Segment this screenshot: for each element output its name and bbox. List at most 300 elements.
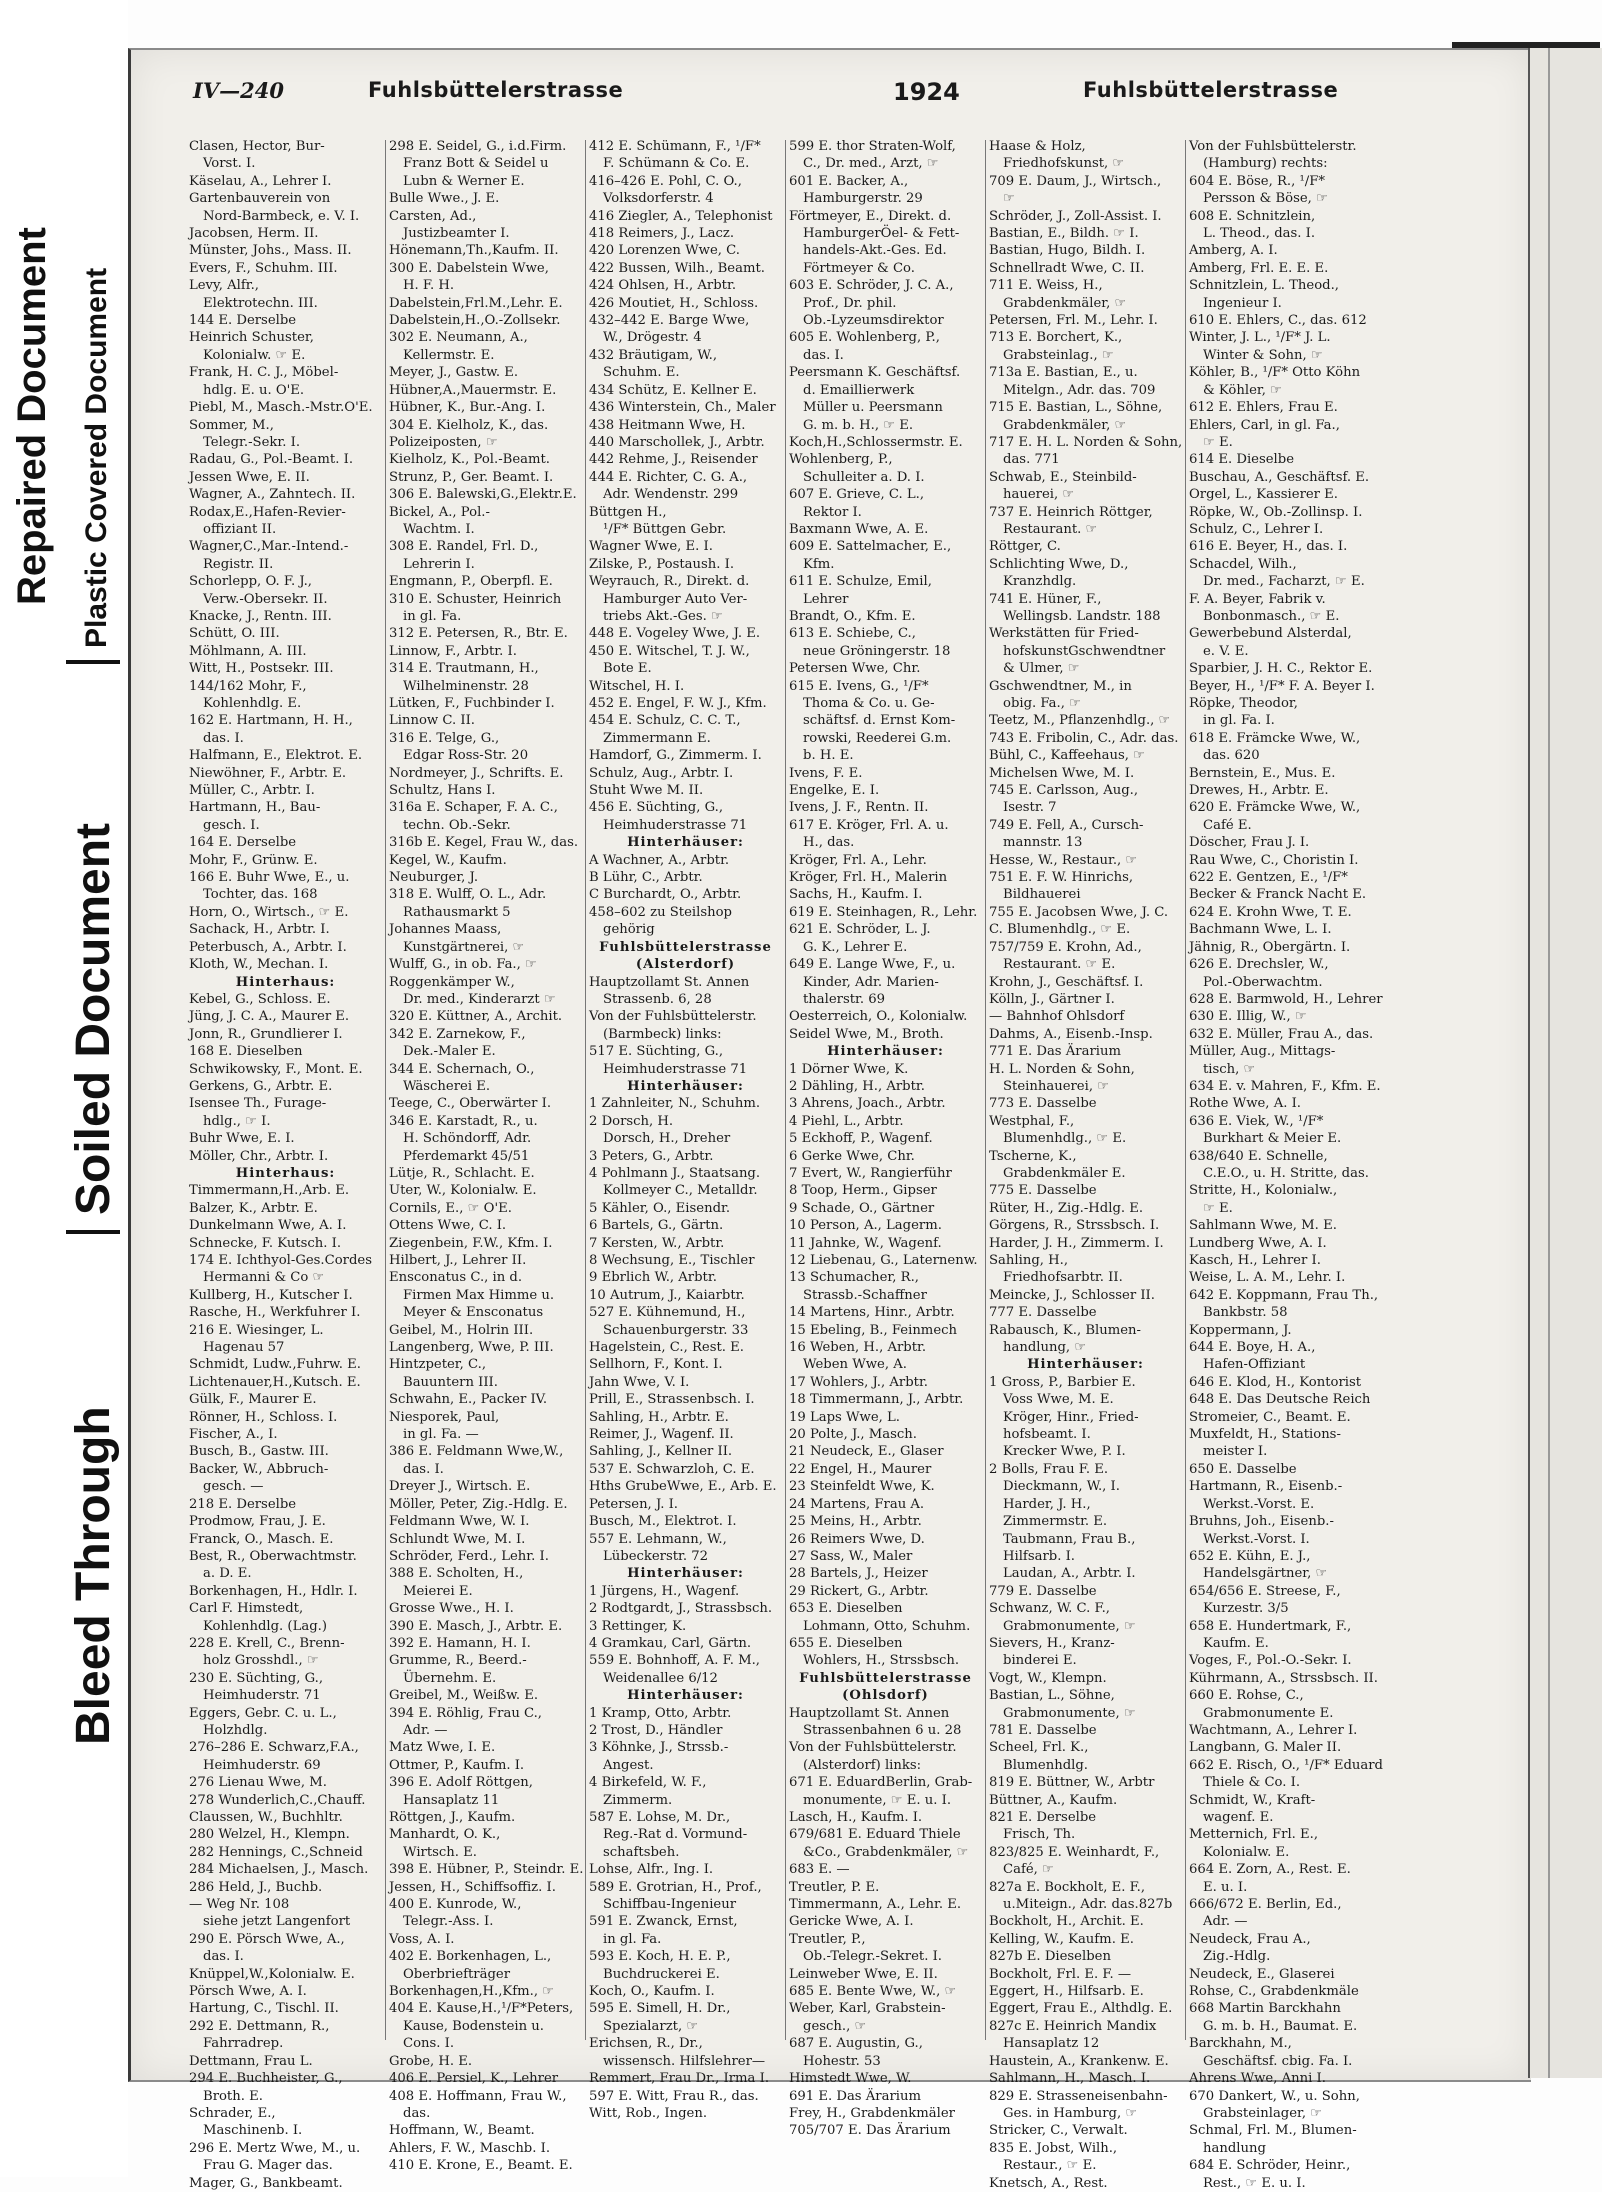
directory-entry: 781 E. Dasselbe [989, 1722, 1097, 1738]
directory-entry: Levy, Alfr., [189, 278, 259, 294]
directory-entry: wagenf. E. [1203, 1810, 1274, 1825]
directory-entry: Hoffmann, W., Beamt. [389, 2123, 535, 2139]
directory-entry: d. Emaillierwerk [803, 382, 915, 398]
directory-entry: Müller u. Peersmann [803, 400, 943, 416]
directory-entry: 438 Heitmann Wwe, H. [589, 417, 746, 433]
directory-entry: Westphal, F., [989, 1113, 1075, 1129]
directory-entry: u.Miteign., Adr. das.827b [1003, 1897, 1173, 1913]
directory-entry: Kollmeyer C., Metalldr. [603, 1183, 758, 1199]
directory-entry: Grabmonumente, ☞ [1003, 1618, 1136, 1634]
directory-entry: Weben Wwe, A. [803, 1357, 907, 1373]
directory-column-2 [389, 138, 584, 2174]
directory-entry: 388 E. Scholten, H., [389, 1566, 524, 1582]
directory-entry: Dunkelmann Wwe, A. I. [189, 1218, 347, 1234]
directory-column-1 [189, 138, 382, 2191]
directory-entry: Heimhuderstr. 69 [203, 1757, 321, 1773]
directory-entry: Jähnig, R., Obergärtn. I. [1189, 939, 1351, 955]
directory-entry: Lehrer [803, 591, 849, 607]
directory-entry: Justizbeamter I. [403, 226, 510, 242]
directory-entry: 666/672 E. Berlin, Ed., [1189, 1897, 1342, 1913]
directory-entry: Scheel, Frl. K., [989, 1740, 1089, 1756]
directory-entry: 278 Wunderlich,C.,Chauff. [189, 1792, 366, 1808]
directory-entry: Friedhofskunst, ☞ [1003, 156, 1125, 172]
directory-entry: Kloth, W., Mechan. I. [189, 957, 329, 973]
directory-entry: das. I. [203, 730, 244, 746]
directory-entry: 827a E. Bockholt, E. F., [989, 1879, 1146, 1895]
directory-entry: Dek.-Maler E. [403, 1044, 496, 1060]
directory-entry: Engelke, E. I. [789, 783, 880, 799]
directory-entry: neue Gröningerstr. 18 [803, 643, 951, 659]
directory-entry: 589 E. Grotrian, H., Prof., [589, 1879, 762, 1895]
directory-entry: 440 Marschollek, J., Arbtr. [589, 434, 765, 450]
directory-entry: Peterbusch, A., Arbtr. I. [189, 939, 347, 955]
directory-entry: 312 E. Petersen, R., Btr. E. [389, 626, 568, 642]
directory-entry: Ob.-Telegr.-Sekret. I. [803, 1949, 942, 1965]
directory-entry: 608 E. Schnitzlein, [1189, 208, 1316, 224]
directory-entry: Grabsteinlager, ☞ [1203, 2105, 1323, 2121]
directory-entry: Wulff, G., in ob. Fa., ☞ [389, 957, 537, 973]
directory-entry: Ingenieur I. [1203, 295, 1282, 311]
directory-entry: 743 E. Fribolin, C., Adr. das. [989, 730, 1179, 746]
directory-entry: Erichsen, R., Dr., [589, 2036, 703, 2052]
directory-entry: Angest. [603, 1757, 654, 1773]
directory-entry: Manhardt, O. K., [389, 1827, 501, 1843]
directory-entry: W., Drögestr. 4 [603, 330, 702, 346]
directory-entry: Dieckmann, W., I. [1003, 1479, 1120, 1495]
directory-entry: Hesse, W., Restaur., ☞ [989, 852, 1138, 868]
directory-entry: Hintzpeter, C., [389, 1357, 487, 1373]
directory-entry: Petersen, Frl. M., Lehr. I. [989, 313, 1158, 329]
directory-entry: Jessen, H., Schiffsoffiz. I. [389, 1879, 556, 1895]
directory-entry: Dorsch, H., Dreher [603, 1131, 731, 1147]
directory-entry: 402 E. Borkenhagen, L., [389, 1949, 552, 1965]
directory-entry: 595 E. Simell, H. Dr., [589, 2001, 731, 2017]
directory-entry: Schröder, Ferd., Lehr. I. [389, 1548, 549, 1564]
directory-entry: 737 E. Heinrich Röttger, [989, 504, 1153, 520]
directory-entry: (Barmbeck) links: [603, 1026, 722, 1042]
directory-entry: Restaurant. ☞ E. [1003, 957, 1116, 973]
directory-entry: Langenberg, Wwe, P. III. [389, 1340, 554, 1356]
directory-entry: Stritte, H., Kolonialw., [1189, 1183, 1338, 1199]
directory-entry: Dahms, A., Eisenb.-Insp. [989, 1026, 1153, 1042]
directory-entry: Eggert, Frau E., Althdlg. E. [989, 2001, 1173, 2017]
directory-entry: 626 E. Drechsler, W., [1189, 957, 1329, 973]
directory-entry: Strunz, P., Ger. Beamt. I. [389, 469, 554, 485]
facing-page-edge [1528, 48, 1602, 2078]
directory-entry: Wohlers, H., Strssbsch. [803, 1653, 960, 1669]
directory-entry: Möller, Chr., Arbtr. I. [189, 1148, 329, 1164]
directory-entry: Telegr.-Ass. I. [403, 1914, 494, 1930]
directory-entry: 823/825 E. Weinhardt, F., [989, 1844, 1160, 1860]
directory-entry: 400 E. Kunrode, W., [389, 1897, 522, 1913]
directory-entry: Wagner, A., Zahntech. II. [189, 487, 356, 503]
directory-entry: Gericke Wwe, A. I. [789, 1914, 914, 1930]
directory-entry: 8 Toop, Herm., Gipser [789, 1183, 937, 1199]
directory-entry: Johannes Maass, [389, 922, 502, 938]
directory-entry: 757/759 E. Krohn, Ad., [989, 939, 1142, 955]
directory-entry: 298 E. Seidel, G., i.d.Firm. [389, 139, 567, 154]
directory-entry: 290 E. Pörsch Wwe, A., [189, 1931, 345, 1947]
directory-entry: Witschel, H. I. [589, 678, 685, 694]
directory-entry: Frank, H. C. J., Möbel- [189, 365, 339, 381]
directory-entry: Sahlmann, H., Masch. I. [989, 2071, 1151, 2087]
directory-entry: 779 E. Dasselbe [989, 1583, 1097, 1599]
directory-entry: 420 Lorenzen Wwe, C. [589, 243, 740, 259]
directory-entry: 5 Kähler, O., Eisendr. [589, 1200, 731, 1216]
directory-entry: Röttger, C. [989, 539, 1061, 555]
directory-entry: Prof., Dr. phil. [803, 295, 897, 311]
directory-entry: Linnow, F., Arbtr. I. [389, 643, 517, 659]
directory-entry: Treutler, P., [789, 1931, 866, 1947]
directory-entry: Schauenburgerstr. 33 [603, 1322, 749, 1338]
directory-entry: G. m. b. H., Baumat. E. [1203, 2018, 1358, 2034]
directory-entry: Sellhorn, F., Kont. I. [589, 1357, 723, 1373]
directory-entry: Eggert, H., Hilfsarb. E. [989, 1984, 1144, 2000]
directory-entry: siehe jetzt Langenfort [203, 1914, 351, 1930]
directory-entry: Kurzestr. 3/5 [1203, 1601, 1289, 1617]
directory-entry: Blumenhdlg. [1003, 1757, 1088, 1773]
directory-entry: 166 E. Buhr Wwe, E., u. [189, 870, 350, 886]
directory-entry: 20 Polte, J., Masch. [789, 1427, 917, 1443]
directory-entry: 4 Birkefeld, W. F., [589, 1775, 707, 1791]
directory-entry: 14 Martens, Hinr., Arbtr. [789, 1305, 955, 1321]
directory-entry: 604 E. Böse, R., ¹/F* [1189, 173, 1325, 189]
label-separator [66, 660, 120, 664]
directory-entry: 559 E. Bohnhoff, A. F. M., [589, 1653, 760, 1669]
directory-entry: Carl F. Himstedt, [189, 1601, 304, 1617]
directory-entry: Remmert, Frau Dr., Irma I. [589, 2071, 770, 2087]
directory-entry: Kohlenhdlg. E. [203, 696, 302, 711]
directory-entry: Sahling, H., Arbtr. E. [589, 1409, 729, 1425]
directory-entry: Kelling, W., Kaufm. E. [989, 1931, 1134, 1947]
directory-entry: Von der Fuhlsbüttelerstr. [1189, 139, 1357, 154]
directory-entry: 687 E. Augustin, G., [789, 2036, 923, 2052]
directory-entry: 717 E. H. L. Norden & Sohn, [989, 434, 1183, 450]
directory-entry: tisch, ☞ [1203, 1061, 1256, 1077]
directory-entry: Prill, E., Strassenbsch. I. [589, 1392, 755, 1408]
directory-entry: 624 E. Krohn Wwe, T. E. [1189, 904, 1352, 920]
directory-entry: 685 E. Bente Wwe, W., ☞ [789, 1984, 957, 2000]
directory-entry: Telegr.-Sekr. I. [203, 434, 301, 450]
directory-entry: 2 Rodtgardt, J., Strassbsch. [589, 1601, 773, 1617]
directory-entry: Lütje, R., Schlacht. E. [389, 1165, 535, 1181]
directory-entry: ☞ E. [1203, 434, 1233, 450]
directory-entry: 650 E. Dasselbe [1189, 1461, 1297, 1477]
directory-entry: 9 Schade, O., Gärtner [789, 1200, 935, 1216]
directory-entry: Dreyer J., Wirtsch. E. [389, 1479, 531, 1495]
directory-entry: 749 E. Fell, A., Cursch- [989, 817, 1144, 833]
directory-entry: 442 Rehme, J., Reisender [589, 452, 758, 468]
directory-entry: Witt, H., Postsekr. III. [189, 661, 334, 677]
directory-entry: Mager, G., Bankbeamt. [189, 2175, 343, 2191]
directory-entry: Rest., ☞ E. u. I. [1203, 2175, 1306, 2191]
directory-entry: Grabdenkmäler E. [1003, 1165, 1126, 1181]
directory-entry: Rathausmarkt 5 [403, 904, 511, 920]
directory-entry: 642 E. Koppmann, Frau Th., [1189, 1287, 1379, 1303]
directory-entry: Oesterreich, O., Kolonialw. [789, 1009, 968, 1025]
directory-entry: hauerei, ☞ [1003, 487, 1075, 503]
directory-entry: Zimmermstr. E. [1003, 1514, 1108, 1530]
directory-entry: 284 Michaelsen, J., Masch. [189, 1862, 369, 1878]
directory-entry: H. F. H. [403, 278, 455, 294]
directory-entry: 654/656 E. Streese, F., [1189, 1583, 1341, 1599]
directory-entry: 398 E. Hübner, P., Steindr. E. [389, 1862, 584, 1878]
directory-entry: 424 Ohlsen, H., Arbtr. [589, 278, 737, 294]
directory-entry: 1 Zahnleiter, N., Schuhm. [589, 1096, 761, 1112]
directory-entry: F. A. Beyer, Fabrik v. [1189, 591, 1326, 607]
directory-entry: rowski, Reederei G.m. [803, 730, 952, 746]
directory-entry: Kolonialw. E. [1203, 1844, 1290, 1860]
directory-entry: Hübner, K., Bur.-Ang. I. [389, 400, 546, 416]
directory-entry: Vorst. I. [203, 156, 256, 172]
directory-entry: Handelsgärtner, ☞ [1203, 1566, 1328, 1582]
directory-entry: ☞ E. [1203, 1200, 1233, 1216]
directory-entry: Ziegenbein, F.W., Kfm. I. [389, 1235, 553, 1251]
directory-entry: Clasen, Hector, Bur- [189, 139, 325, 154]
directory-entry: Bauuntern III. [403, 1374, 498, 1390]
directory-entry: Feldmann Wwe, W. I. [389, 1514, 530, 1530]
directory-entry: 609 E. Sattelmacher, E., [789, 539, 952, 555]
directory-entry: Franck, O., Masch. E. [189, 1531, 334, 1547]
directory-entry: 434 Schütz, E. Kellner E. [589, 382, 757, 398]
directory-entry: Wagner Wwe, E. I. [589, 539, 713, 555]
directory-entry: 458–602 zu Steilshop [589, 904, 732, 920]
directory-entry: Gschwendtner, M., in [989, 678, 1132, 694]
directory-entry: HamburgerÖel- & Fett- [803, 226, 960, 242]
directory-entry: Restaur., ☞ E. [1003, 2158, 1097, 2174]
directory-entry: Treutler, P. E. [789, 1879, 880, 1895]
directory-entry: Timmermann,H.,Arb. E. [189, 1183, 350, 1199]
directory-entry: 292 E. Dettmann, R., [189, 2018, 330, 2034]
directory-entry: 745 E. Carlsson, Aug., [989, 783, 1139, 799]
directory-entry: Hilfsarb. I. [1003, 1548, 1075, 1564]
directory-entry: 394 E. Röhlig, Frau C., [389, 1705, 543, 1721]
directory-entry: Wäscherei E. [403, 1078, 491, 1094]
directory-entry: Witt, Rob., Ingen. [589, 2105, 708, 2121]
directory-entry: C Burchardt, O., Arbtr. [589, 887, 742, 903]
directory-entry: 15 Ebeling, B., Feinmech [789, 1322, 957, 1338]
directory-entry: 306 E. Balewski,G.,Elektr.E. [389, 487, 577, 503]
directory-entry: 422 Bussen, Wilh., Beamt. [589, 260, 765, 276]
directory-entry: in gl. Fa. [403, 608, 462, 624]
directory-entry: Harder, J. H., Zimmerm. I. [989, 1235, 1164, 1251]
directory-entry: Werkstätten für Fried- [989, 626, 1139, 642]
directory-entry: thalerstr. 69 [803, 991, 886, 1007]
directory-entry: 622 E. Gentzen, E., ¹/F* [1189, 870, 1348, 886]
directory-entry: 276 Lienau Wwe, M. [189, 1775, 327, 1791]
directory-entry: Bonbonmasch., ☞ E. [1203, 608, 1340, 624]
directory-entry: Ahlers, F. W., Maschb. I. [389, 2140, 551, 2156]
directory-entry: Café E. [1203, 817, 1252, 833]
directory-entry: in gl. Fa. — [403, 1427, 479, 1443]
directory-entry: Strassenb. 6, 28 [603, 991, 712, 1007]
directory-entry: Käselau, A., Lehrer I. [189, 173, 332, 189]
directory-entry: hdlg., ☞ I. [203, 1113, 271, 1129]
directory-entry: Gartenbauverein von [189, 191, 331, 207]
directory-entry: Drewes, H., Arbtr. E. [1189, 783, 1329, 799]
directory-entry: Heimhuderstr. 71 [203, 1688, 321, 1704]
directory-entry: 416 Ziegler, A., Telephonist [589, 208, 773, 224]
directory-entry: Hohestr. 53 [803, 2053, 881, 2069]
directory-entry: Kaufm. E. [1203, 1635, 1269, 1651]
directory-entry: Voss Wwe, M. E. [1003, 1392, 1114, 1408]
directory-entry: handels-Akt.-Ges. Ed. [803, 243, 947, 259]
directory-entry: 320 E. Küttner, A., Archit. [389, 1009, 563, 1025]
directory-entry: Heinrich Schuster, [189, 330, 314, 346]
directory-entry: Borkenhagen,H.,Kfm., ☞ [389, 1984, 555, 2000]
directory-entry: (Alsterdorf) links: [803, 1757, 922, 1773]
directory-entry: Franz Bott & Seidel u [403, 156, 549, 172]
directory-entry: Krohn, J., Geschäftsf. I. [989, 974, 1144, 990]
directory-entry: Koch, O., Kaufm. I. [589, 1984, 715, 2000]
directory-entry: Michelsen Wwe, M. I. [989, 765, 1135, 781]
directory-entry: Becker & Franck Nacht E. [1189, 887, 1367, 903]
directory-entry: Hafen-Offiziant [1203, 1357, 1306, 1373]
directory-entry: Borkenhagen, H., Hdlr. I. [189, 1583, 358, 1599]
directory-entry: 26 Reimers Wwe, D. [789, 1531, 925, 1547]
directory-entry: 668 Martin Barckhahn [1189, 2001, 1341, 2017]
directory-entry: Schwab, E., Steinbild- [989, 469, 1137, 485]
directory-entry: Wellingsb. Landstr. 188 [1003, 608, 1161, 624]
directory-entry: in gl. Fa. [603, 1931, 662, 1947]
directory-entry: Jonn, R., Grundlierer I. [189, 1026, 343, 1042]
label-separator [66, 1230, 120, 1234]
directory-entry: G. m. b. H., ☞ E. [803, 417, 914, 433]
directory-entry: Sievers, H., Kranz- [989, 1635, 1115, 1651]
directory-entry: Grobe, H. E. [389, 2053, 473, 2069]
directory-entry: 829 E. Strasseneisenbahn- [989, 2088, 1168, 2104]
directory-entry: Lütken, F., Fuchbinder I. [389, 696, 555, 711]
directory-entry: 3 Ahrens, Joach., Arbtr. [789, 1096, 946, 1112]
directory-entry: Carsten, Ad., [389, 208, 477, 224]
directory-entry: Cornils, E., ☞ O'E. [389, 1200, 512, 1216]
directory-entry: Förtmeyer & Co. [803, 260, 915, 276]
directory-entry: Best, R., Oberwachtmstr. [189, 1548, 357, 1564]
directory-entry: 679/681 E. Eduard Thiele [789, 1827, 961, 1843]
directory-entry: 777 E. Dasselbe [989, 1305, 1097, 1321]
directory-entry: 649 E. Lange Wwe, F., u. [789, 957, 956, 973]
directory-entry: 3 Köhnke, J., Strssb.- [589, 1740, 729, 1756]
directory-entry: das. 620 [1203, 748, 1260, 764]
directory-entry: Hinterhaus: [235, 1165, 336, 1181]
directory-entry: Kfm. [803, 556, 835, 572]
directory-entry: Haustein, A., Krankenw. E. [989, 2053, 1169, 2069]
directory-entry: 282 Hennings, C.,Schneid [189, 1844, 363, 1860]
directory-entry: Meyer & Ensconatus [403, 1305, 544, 1321]
street-title-right: Fuhlsbüttelerstrasse [1083, 78, 1339, 102]
directory-entry: Kasch, H., Lehrer I. [1189, 1253, 1321, 1268]
directory-entry: Linnow C. II. [389, 713, 475, 729]
directory-entry: Schulz, C., Lehrer I. [1189, 521, 1324, 537]
directory-entry: Schütt, O. III. [189, 626, 280, 642]
directory-entry: 9 Ebrlich W., Arbtr. [589, 1270, 717, 1286]
directory-entry: Rothe Wwe, A. I. [1189, 1096, 1301, 1112]
directory-entry: Edgar Ross-Str. 20 [403, 748, 529, 764]
directory-entry: 450 E. Witschel, T. J. W., [589, 643, 750, 659]
directory-entry: Lundberg Wwe, A. I. [1189, 1235, 1327, 1251]
directory-entry: Heimhuderstrasse 71 [603, 1061, 748, 1077]
directory-entry: Schröder, J., Zoll-Assist. I. [989, 208, 1162, 224]
directory-entry: Schorlepp, O. F. J., [189, 574, 312, 590]
directory-entry: Übernehm. E. [403, 1670, 497, 1686]
directory-entry: 709 E. Daum, J., Wirtsch., [989, 173, 1162, 189]
directory-entry: 827b E. Dieselben [989, 1949, 1111, 1965]
directory-entry: Kullberg, H., Kutscher I. [189, 1287, 353, 1303]
directory-entry: 603 E. Schröder, J. C. A., [789, 278, 954, 294]
directory-entry: Ottmer, P., Kaufm. I. [389, 1757, 525, 1773]
directory-entry: Röpke, W., Ob.-Zollinsp. I. [1189, 504, 1363, 520]
directory-entry: 10 Person, A., Lagerm. [789, 1218, 942, 1234]
directory-entry: 634 E. v. Mahren, F., Kfm. E. [1189, 1078, 1381, 1094]
directory-entry: Bote E. [603, 661, 652, 677]
directory-entry: 432–442 E. Barge Wwe, [589, 313, 750, 329]
directory-entry: Teetz, M., Pflanzenhdlg., ☞ [989, 713, 1171, 729]
directory-entry: Laudan, A., Arbtr. I. [1003, 1566, 1136, 1582]
directory-entry: 771 E. Das Ärarium [989, 1044, 1121, 1060]
directory-entry: Stricker, C., Verwalt. [989, 2123, 1128, 2139]
directory-entry: Hagelstein, C., Rest. E. [589, 1340, 744, 1356]
directory-entry: 610 E. Ehlers, C., das. 612 [1189, 313, 1367, 329]
directory-entry: 314 E. Trautmann, H., [389, 661, 539, 677]
street-title-left: Fuhlsbüttelerstrasse [368, 78, 624, 102]
directory-entry: Balzer, K., Arbtr. E. [189, 1200, 318, 1216]
directory-entry: Tscherne, K., [989, 1148, 1077, 1164]
directory-entry: gesch., ☞ [803, 2018, 867, 2034]
directory-entry: in gl. Fa. I. [1203, 713, 1275, 729]
directory-entry: Bildhauerei [1003, 887, 1081, 903]
directory-entry: Hinterhaus: [235, 974, 336, 990]
directory-entry: Bastian, E., Bildh. ☞ I. [989, 226, 1139, 242]
directory-entry: Ivens, J. F., Rentn. II. [789, 800, 929, 816]
directory-entry: 22 Engel, H., Maurer [789, 1461, 932, 1477]
directory-entry: 408 E. Hoffmann, Frau W., [389, 2088, 567, 2104]
directory-entry: 605 E. Wohlenberg, P., [789, 330, 940, 346]
directory-entry: Schiffbau-Ingenieur [603, 1897, 737, 1913]
directory-entry: Kellermstr. E. [403, 347, 495, 363]
directory-entry: 3 Rettinger, K. [589, 1618, 687, 1634]
directory-entry: Frau G. Mager das. [203, 2158, 333, 2174]
directory-entry: Förtmeyer, E., Direkt. d. [789, 208, 952, 224]
directory-entry: 10 Autrum, J., Kaiarbtr. [589, 1287, 745, 1303]
directory-entry: 628 E. Barmwold, H., Lehrer [1189, 991, 1383, 1007]
directory-entry: Pörsch Wwe, A. I. [189, 1984, 307, 2000]
directory-entry: 346 E. Karstadt, R., u. [389, 1113, 538, 1129]
directory-entry: Barckhahn, M., [1189, 2036, 1292, 2052]
directory-entry: Gülk, F., Maurer E. [189, 1392, 317, 1408]
directory-entry: schaftsbeh. [603, 1844, 680, 1860]
directory-entry: Pol.-Oberwachtm. [1203, 974, 1323, 990]
directory-entry: Restaurant. ☞ [1003, 521, 1098, 537]
directory-entry: Neudeck, E., Glaserei [1189, 1966, 1335, 1982]
directory-entry: 1 Kramp, Otto, Arbtr. [589, 1705, 732, 1721]
directory-entry: Grabdenkmäler, ☞ [1003, 295, 1127, 311]
directory-entry: 302 E. Neumann, A., [389, 330, 528, 346]
column-rule [985, 140, 986, 2040]
directory-entry: 658 E. Hundertmark, F., [1189, 1618, 1352, 1634]
directory-entry: Niesporek, Paul, [389, 1409, 500, 1425]
directory-entry: Kröger, Frl. H., Malerin [789, 870, 948, 886]
directory-entry: C. Blumenhdlg., ☞ E. [989, 922, 1131, 938]
directory-entry: Schrader, E., [189, 2105, 276, 2121]
directory-entry: Reimer, J., Wagenf. II. [589, 1427, 734, 1443]
directory-entry: Reg.-Rat d. Vormund- [603, 1827, 748, 1843]
directory-entry: 8 Wechsung, E., Tischler [589, 1253, 755, 1268]
directory-entry: Schnitzlein, L. Theod., [1189, 278, 1339, 294]
directory-entry: Zimmermann E. [603, 730, 711, 746]
directory-entry: 16 Weben, H., Arbtr. [789, 1340, 927, 1356]
directory-entry: Büttgen H., [589, 504, 667, 520]
directory-entry: 228 E. Krell, C., Brenn- [189, 1635, 345, 1651]
